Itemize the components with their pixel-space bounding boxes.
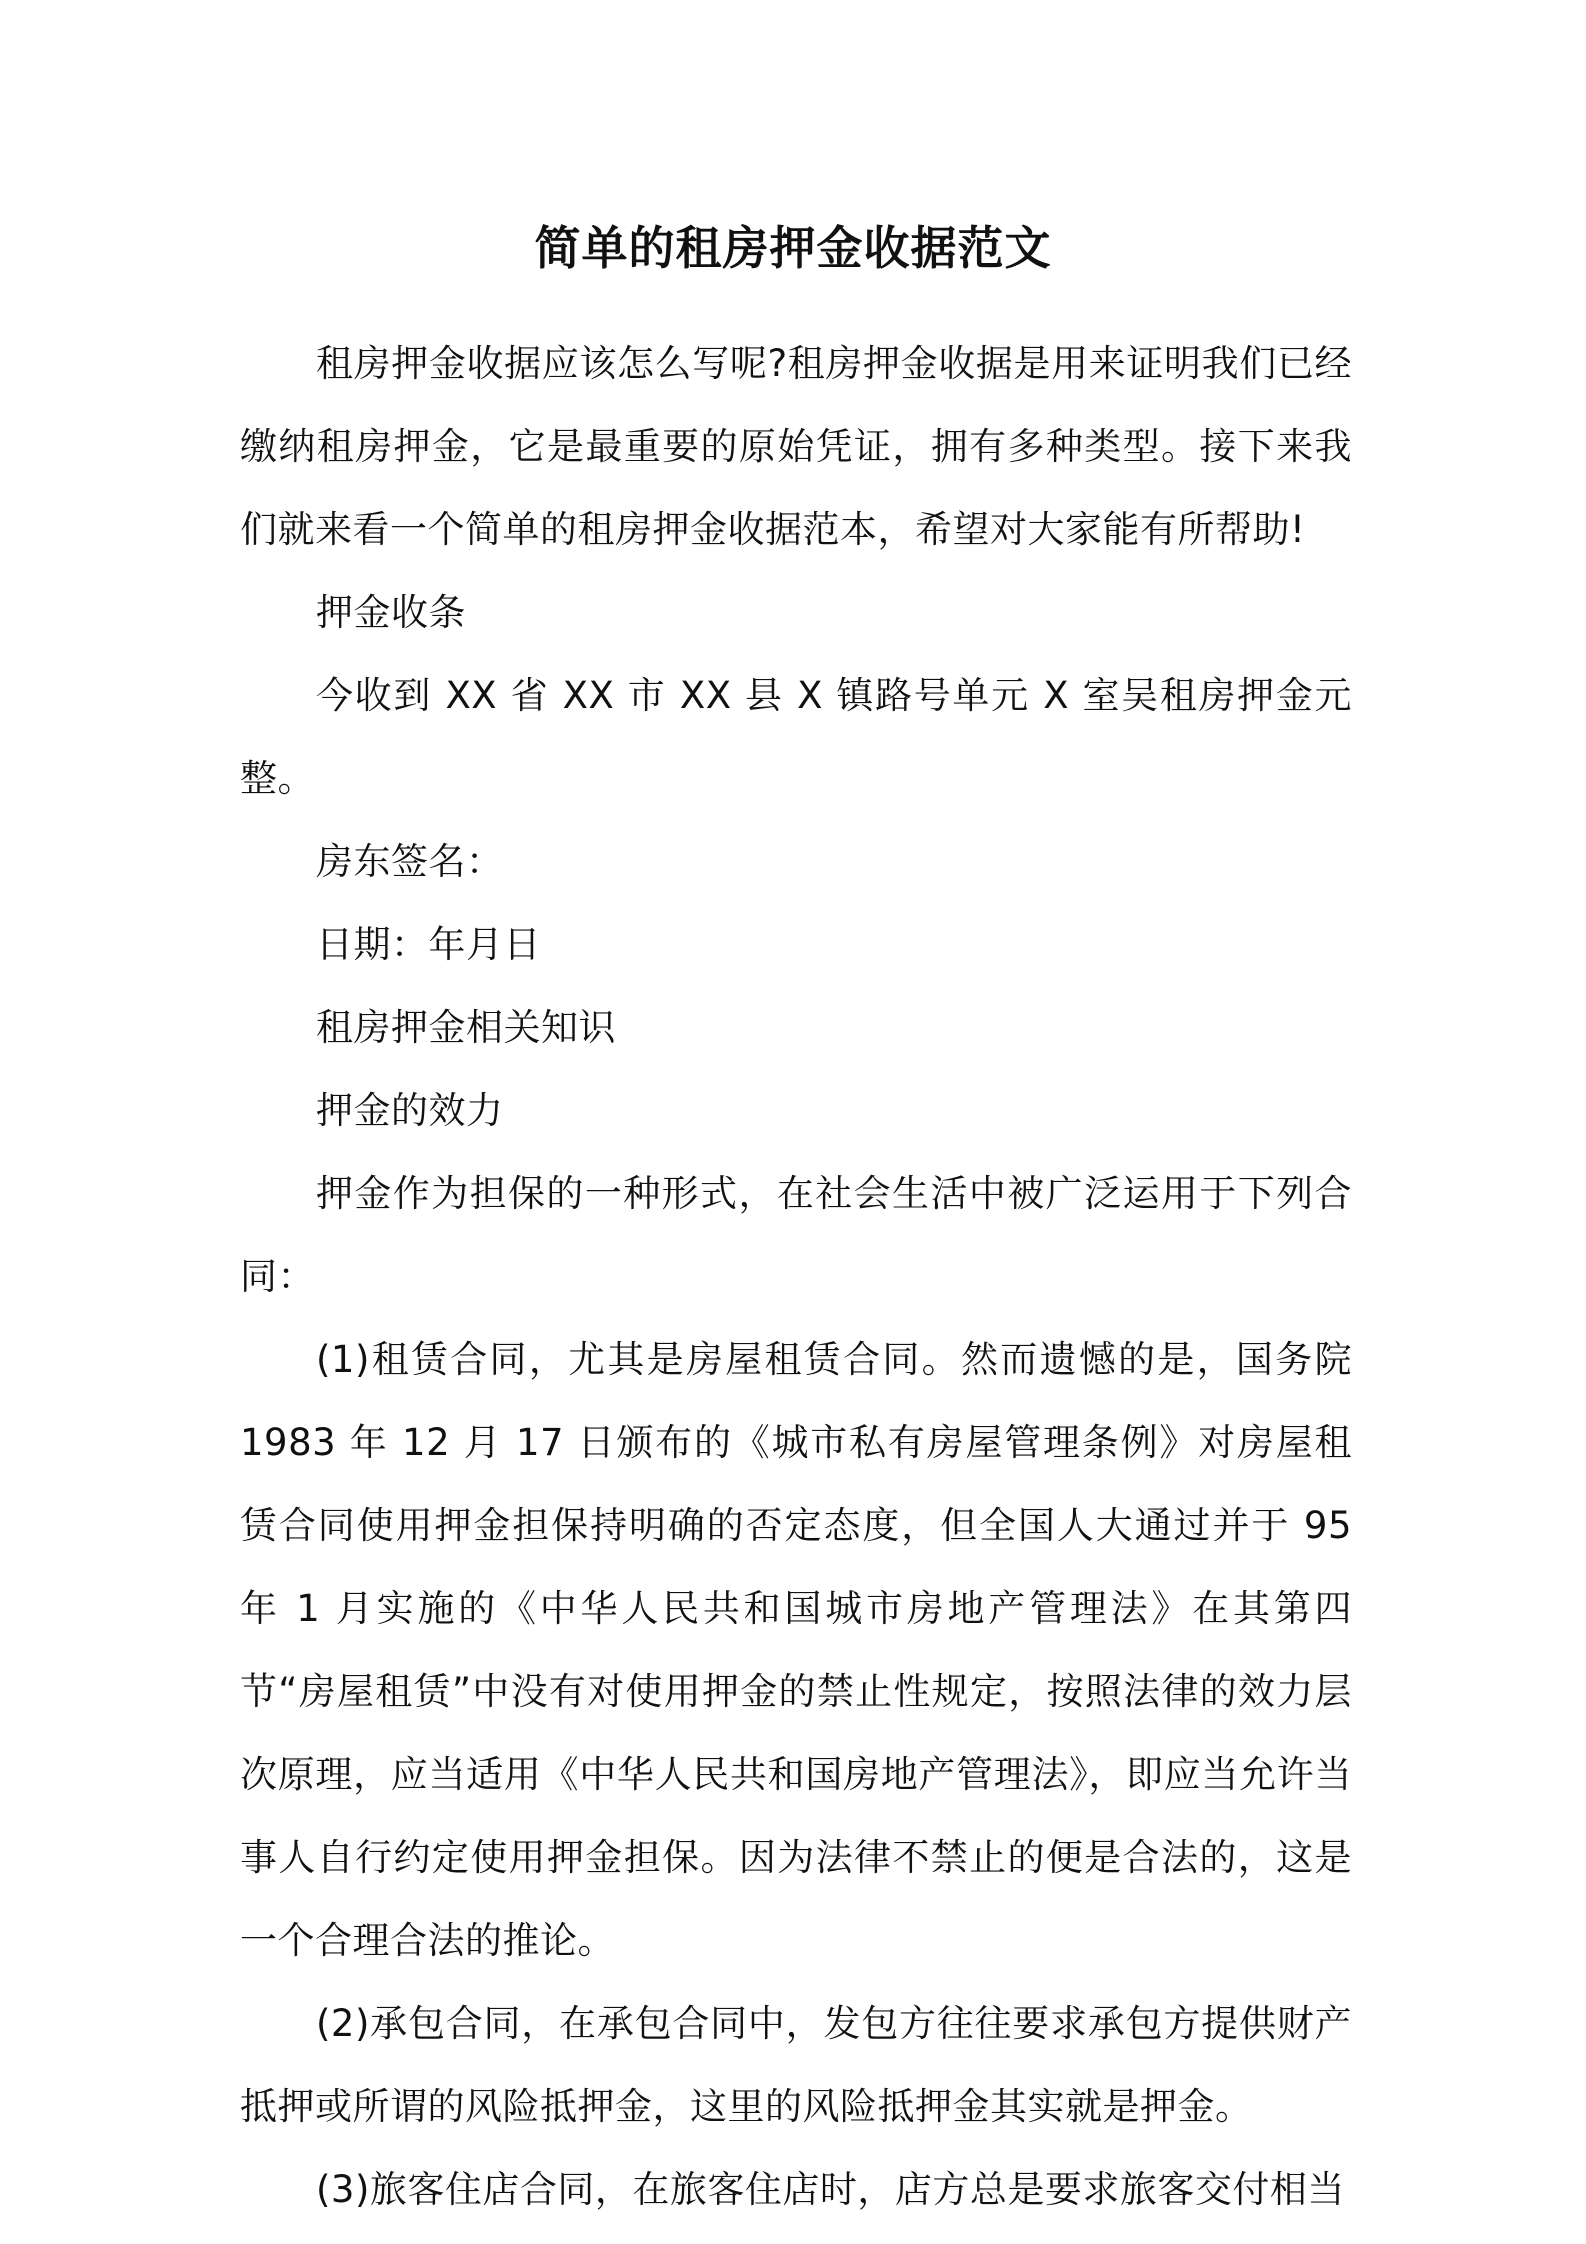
lease-contract-paragraph: (1)租赁合同，尤其是房屋租赁合同。然而遗憾的是，国务院 1983 年 12 月 17 日颁布的《城市私有房屋管理条例》对房屋租赁合同使用押金担保持明确的否定态度，但全国人大通过并于 95 年 1 月实施的《中华人民共和国城市房地产管理法》在其第四节“房屋租赁”中没有对使用押金的禁止性规定，按照法律的效力层次原理，应当适用《中华人民共和国房地产管理法》，即应当允许当事人自行约定使用押金担保。因为法律不禁止的便是合法的，这是一个合理合法的推论。 — [240, 1338, 1352, 1962]
date-line: 日期：年月日 — [316, 923, 541, 966]
receipt-statement: 今收到 XX 省 XX 市 XX 县 X 镇路号单元 X 室吴租房押金元整。 — [240, 674, 1352, 800]
receipt-heading: 押金收条 — [316, 591, 466, 634]
hotel-contract-paragraph: (3)旅客住店合同，在旅客住店时，店方总是要求旅客交付相当 — [316, 2168, 1345, 2211]
intro-paragraph: 租房押金收据应该怎么写呢?租房押金收据是用来证明我们已经缴纳租房押金，它是最重要的原始凭证，拥有多种类型。接下来我们就来看一个简单的租房押金收据范本，希望对大家能有所帮助! — [240, 342, 1352, 551]
effect-intro-paragraph: 押金作为担保的一种形式，在社会生活中被广泛运用于下列合同： — [240, 1172, 1352, 1298]
section-heading-effect: 押金的效力 — [316, 1089, 504, 1132]
document-body — [240, 322, 1352, 2231]
contracting-paragraph: (2)承包合同，在承包合同中，发包方往往要求承包方提供财产抵押或所谓的风险抵押金，这里的风险抵押金其实就是押金。 — [240, 2002, 1352, 2128]
landlord-signature-line: 房东签名： — [316, 840, 504, 883]
section-heading-knowledge: 租房押金相关知识 — [316, 1006, 616, 1049]
document-title: 简单的租房押金收据范文 — [534, 221, 1052, 275]
